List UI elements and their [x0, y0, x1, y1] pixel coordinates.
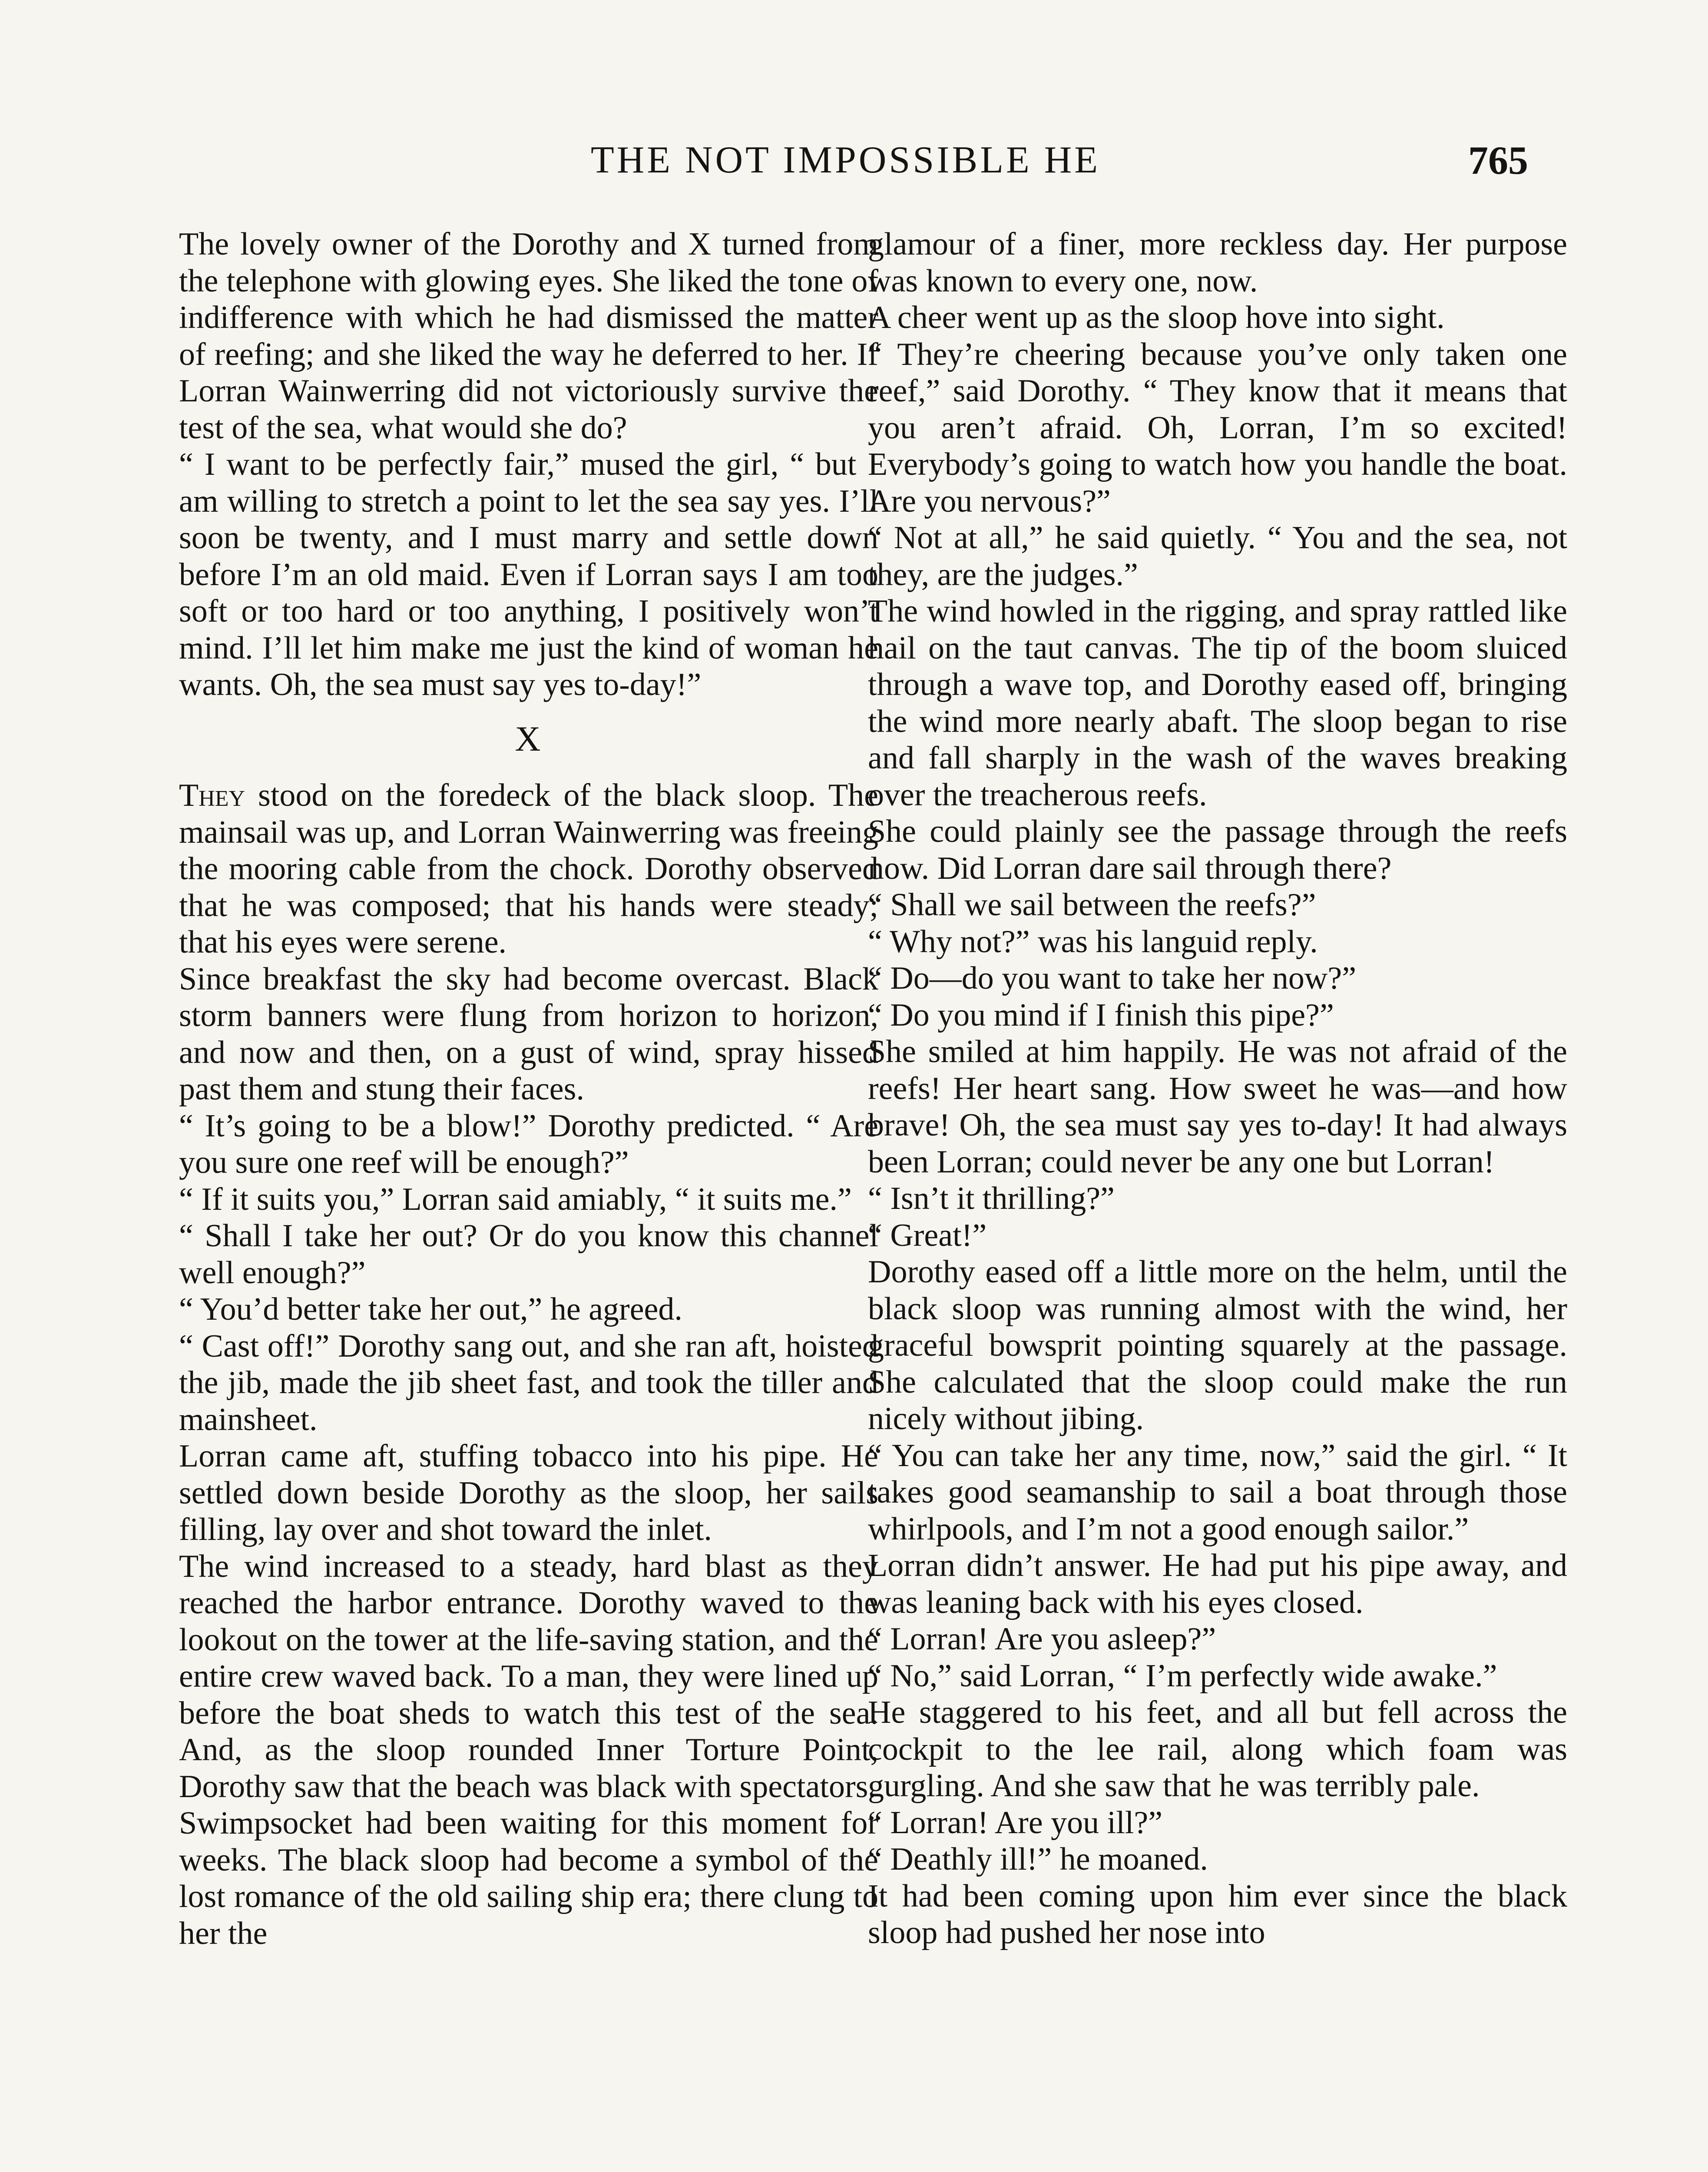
- paragraph: He staggered to his feet, and all but fell across the cockpit to the lee rail, along which foam was gurgling. And she saw that he was terribly pale.: [868, 1695, 1567, 1804]
- paragraph: It had been coming upon him ever since the black sloop had pushed her nose into: [868, 1878, 1567, 1950]
- paragraph: “ No,” said Lorran, “ I’m perfectly wide awake.”: [868, 1658, 1497, 1694]
- paragraph: She could plainly see the passage through the reefs now. Did Lorran dare sail through there?: [868, 814, 1567, 886]
- paragraph: “ You’d better take her out,” he agreed.: [179, 1291, 682, 1327]
- paragraph: “ Lorran! Are you ill?”: [868, 1804, 1163, 1841]
- section-first-paragraph: [179, 777, 878, 961]
- paragraph: “ You can take her any time, now,” said the girl. “ It takes good seamanship to sail a boat through those whirlpools, and I’m not a good enough sailor.”: [868, 1437, 1567, 1547]
- paragraph: “ They’re cheering because you’ve only taken one reef,” said Dorothy. “ They know that it means that you aren’t afraid. Oh, Lorran, I’m so excited! Everybody’s going to watch how you handle the boat. Are you nervous?”: [868, 336, 1567, 519]
- paragraph: Swimpsocket had been waiting for this moment for weeks. The black sloop had become a symbol of the lost romance of the old sailing ship era; there clung to her the: [179, 1805, 878, 1951]
- paragraph: The wind increased to a steady, hard blast as they reached the harbor entrance. Dorothy waved to the lookout on the tower at the life-saving station, and the entire crew waved back. To a man, they were lined up before the boat sheds to watch this test of the sea. And, as the sloop rounded Inner Torture Point, Dorothy saw that the beach was black with spectators.: [179, 1548, 878, 1804]
- paragraph: glamour of a finer, more reckless day. Her purpose was known to every one, now.: [868, 226, 1567, 299]
- paragraph: Dorothy eased off a little more on the helm, until the black sloop was running almost with the wind, her graceful bowsprit pointing squarely at the passage. She calculated that the sloop could make the run nicely without jibing.: [868, 1254, 1567, 1437]
- paragraph: “ Do you mind if I finish this pipe?”: [868, 997, 1334, 1033]
- paragraph: Lorran came aft, stuffing tobacco into his pipe. He settled down beside Dorothy as the sloop, her sails filling, lay over and shot toward the inlet.: [179, 1438, 878, 1547]
- paragraph: “ If it suits you,” Lorran said amiably, “ it suits me.”: [179, 1181, 852, 1217]
- section-lead-word: They: [179, 778, 245, 813]
- running-head-title: THE NOT IMPOSSIBLE HE: [591, 139, 1101, 181]
- paragraph: “ Cast off!” Dorothy sang out, and she ran aft, hoisted the jib, made the jib sheet fast, and took the tiller and mainsheet.: [179, 1328, 878, 1437]
- page-number: 765: [1468, 138, 1528, 182]
- paragraph: “ Not at all,” he said quietly. “ You and the sea, not they, are the judges.”: [868, 520, 1567, 593]
- paragraph: She smiled at him happily. He was not afraid of the reefs! Her heart sang. How sweet he was—and how brave! Oh, the sea must say yes to-day! It had always been Lorran; could never be any one but Lorran!: [868, 1034, 1567, 1180]
- paragraph: “ Deathly ill!” he moaned.: [868, 1841, 1208, 1877]
- paragraph: “ Do—do you want to take her now?”: [868, 960, 1357, 996]
- paragraph: “ Great!”: [868, 1217, 987, 1253]
- paragraph: “ Isn’t it thrilling?”: [868, 1181, 1115, 1216]
- paragraph: Since breakfast the sky had become overcast. Black storm banners were flung from horizon to horizon, and now and then, on a gust of wind, spray hissed past them and stung their faces.: [179, 961, 878, 1107]
- paragraph: “ Lorran! Are you asleep?”: [868, 1621, 1216, 1657]
- section-numeral: X: [515, 718, 543, 758]
- paragraph: Lorran didn’t answer. He had put his pipe away, and was leaning back with his eyes closed.: [868, 1548, 1567, 1620]
- right-column: [868, 226, 1567, 1951]
- paragraph: “ It’s going to be a blow!” Dorothy predicted. “ Are you sure one reef will be enough?”: [179, 1108, 878, 1180]
- paragraph: The lovely owner of the Dorothy and X turned from the telephone with glowing eyes. She liked the tone of indifference with which he had dismissed the matter of reefing; and she liked the way he deferred to her. If Lorran Wainwerring did not victoriously survive the test of the sea, what would she do?: [179, 226, 878, 446]
- paragraph: “ Shall we sail between the reefs?”: [868, 887, 1316, 923]
- paragraph: A cheer went up as the sloop hove into sight.: [868, 300, 1445, 335]
- paragraph: “ I want to be perfectly fair,” mused the girl, “ but I am willing to stretch a point to let the sea say yes. I’ll soon be twenty, and I must marry and settle down before I’m an old maid. Even if Lorran says I am too soft or too hard or too anything, I positively won’t mind. I’ll let him make me just the kind of woman he wants. Oh, the sea must say yes to-day!”: [179, 447, 878, 702]
- section-first-text: stood on the foredeck of the black sloop. The mainsail was up, and Lorran Wainwerring was freeing the mooring cable from the chock. Dorothy observed that he was composed; that his hands were steady; that his eyes were serene.: [179, 778, 878, 960]
- left-column: [179, 226, 878, 1952]
- paragraph: The wind howled in the rigging, and spray rattled like hail on the taut canvas. The tip of the boom sluiced through a wave top, and Dorothy eased off, bringing the wind more nearly abaft. The sloop began to rise and fall sharply in the wash of the waves breaking over the treacherous reefs.: [868, 593, 1567, 813]
- paragraph: “ Why not?” was his languid reply.: [868, 924, 1318, 960]
- paragraph: “ Shall I take her out? Or do you know this channel well enough?”: [179, 1218, 878, 1291]
